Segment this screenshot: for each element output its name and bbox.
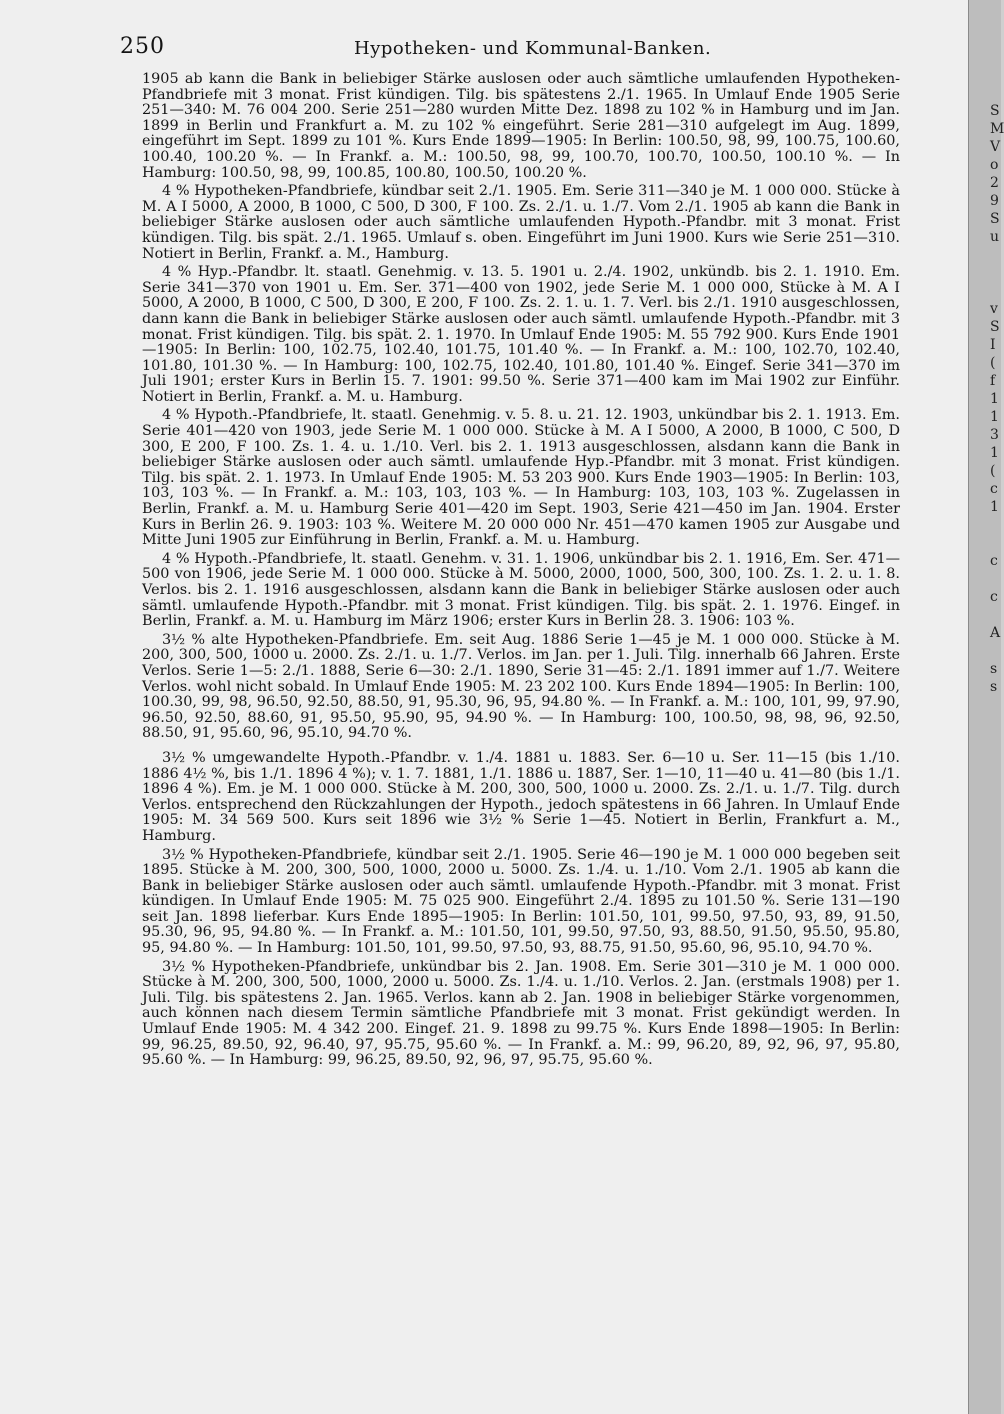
edge-char [990, 516, 1004, 534]
edge-char: V [990, 139, 1001, 155]
paragraph-8: 3½ % Hypotheken-Pfandbriefe, kündbar seit 2./1. 1905. Serie 46—190 je M. 1 000 000 begeben seit 1895. Stücke à M. 200, 300, 500, 1000, 2000 u. 5000. Zs. 1./4. u. 1./10. Vom 2./1. 1905 ab kann die Bank in beliebiger Stärke auslosen oder auch sämtl. umlaufende Hypoth.-Pfandbr. mit 3 monat. Frist kündigen. In Umlauf Ende 1905: M. 75 025 900. Eingeführt 2./4. 1895 zu 101.50 %. Serie 131—190 seit Jan. 1898 lieferbar. Kurs Ende 1895—1905: In Berlin: 101.50, 101, 99.50, 97.50, 93, 89, 91.50, 95.30, 96, 95, 94.80 %. — In Frankf. a. M.: 101.50, 101, 99.50, 97.50, 93, 88.50, 91.50, 95.50, 95.80, 95, 94.80 %. — In Hamburg: 101.50, 101, 99.50, 97.50, 93, 88.75, 91.50, 95.60, 96, 95.10, 94.70 %. [142, 846, 900, 957]
paragraph-3: 4 % Hyp.-Pfandbr. lt. staatl. Genehmig. v. 13. 5. 1901 u. 2./4. 1902, unkündb. bis 2. 1. 1910. Em. Serie 341—370 von 1901 u. Em. Ser. 371—400 von 1902, jede Serie M. 1 000 000, Stücke à M. A I 5000, A 2000, B 1000, C 500, D 300, E 200, F 100. Zs. 2. 1. u. 1. 7. Verl. bis 2./1. 1910 ausgeschlossen, dann kann die Bank in beliebiger Stärke auslosen oder auch sämtl. umlaufende Hypoth.-Pfandbr. mit 3 monat. Frist kündigen. Tilg. bis spät. 2. 1. 1970. In Umlauf Ende 1905: M. 55 792 900. Kurs Ende 1901—1905: In Berlin: 100, 102.75, 102.40, 101.75, 101.40 %. — In Frankf. a. M.: 100, 102.70, 102.40, 101.80, 101.30 %. — In Hamburg: 100, 102.75, 102.40, 101.80, 101.40 %. Eingef. Serie 341—370 im Juli 1901; erster Kurs in Berlin 15. 7. 1901: 99.50 %. Serie 371—400 kam im Mai 1902 zur Einführ. Notiert in Berlin, Frankf. a. M. u. Hamburg. [142, 264, 900, 405]
edge-char [990, 246, 1004, 264]
edge-char: u [990, 229, 1000, 245]
edge-char: c [990, 589, 998, 605]
paragraph-7: 3½ % umgewandelte Hypoth.-Pfandbr. v. 1./4. 1881 u. 1883. Ser. 6—10 u. Ser. 11—15 (bis 1./10. 1886 4½ %, bis 1./1. 1896 4 %); v. 1. 7. 1881, 1./1. 1886 u. 1887, Ser. 1—10, 11—40 u. 41—80 (bis 1./1. 1896 4 %). Em. je M. 1 000 000. Stücke à M. 200, 300, 500, 1000 u. 2000. Zs. 2./1. u. 1./7. Tilg. durch Verlos. entsprechend den Rückzahlungen der Hypoth., jedoch spätestens in 66 Jahren. In Umlauf Ende 1905: M. 34 569 500. Kurs seit 1896 wie 3½ % Serie 1—45. Notiert in Berlin, Frankfurt a. M., Hamburg. [142, 749, 900, 844]
edge-char [990, 570, 1004, 588]
page-number: 250 [120, 34, 165, 59]
edge-char: I [990, 337, 996, 353]
edge-char: 1 [990, 409, 999, 425]
edge-char: S [990, 211, 1000, 227]
edge-char: A [990, 625, 1001, 641]
edge-char [990, 642, 1004, 660]
edge-char [990, 606, 1004, 624]
paragraph-1: 1905 ab kann die Bank in beliebiger Stärke auslosen oder auch sämtliche umlaufenden Hypotheken-Pfandbriefe mit 3 monat. Frist kündigen. Tilg. bis spätestens 2./1. 1965. In Umlauf Ende 1905 Serie 251—340: M. 76 004 200. Serie 251—280 wurden Mitte Dez. 1898 zu 102 % in Hamburg und im Jan. 1899 in Berlin und Frankfurt a. M. zu 102 % eingeführt. Serie 281—310 aufgelegt im Aug. 1899, eingeführt im Sept. 1899 zu 101 %. Kurs Ende 1899—1905: In Berlin: 100.50, 98, 99, 100.75, 100.60, 100.40, 100.20 %. — In Frankf. a. M.: 100.50, 98, 99, 100.70, 100.70, 100.50, 100.10 %. — In Hamburg: 100.50, 98, 99, 100.85, 100.80, 100.50, 100.20 %. [142, 71, 900, 181]
running-title: Hypotheken- und Kommunal-Banken. [354, 38, 712, 59]
edge-char: S [990, 103, 1000, 119]
edge-char: s [990, 661, 998, 677]
edge-char: o [990, 157, 999, 173]
edge-char: 1 [990, 445, 999, 461]
body-text [142, 72, 900, 1072]
edge-char: f [990, 373, 996, 389]
paragraph-2: 4 % Hypotheken-Pfandbriefe, kündbar seit 2./1. 1905. Em. Serie 311—340 je M. 1 000 000. Stücke à M. A I 5000, A 2000, B 1000, C 500, D 300, F 100. Zs. 2./1. u. 1./7. Vom 2./1. 1905 ab kann die Bank in beliebiger Stärke auslosen oder auch sämtliche umlaufenden Hypoth.-Pfandbr. mit 3 monat. Frist kündigen. Tilg. bis spät. 2./1. 1965. Umlauf s. oben. Eingeführt im Juni 1900. Kurs wie Serie 251—310. Notiert in Berlin, Frankf. a. M., Hamburg. [142, 183, 900, 262]
edge-char [990, 282, 1004, 300]
edge-char: S [990, 319, 1000, 335]
edge-char: v [990, 301, 998, 317]
edge-char [990, 264, 1004, 282]
edge-char: c [990, 481, 998, 497]
edge-char [990, 534, 1004, 552]
paragraph-5: 4 % Hypoth.-Pfandbriefe, lt. staatl. Genehm. v. 31. 1. 1906, unkündbar bis 2. 1. 1916, Em. Ser. 471—500 von 1906, jede Serie M. 1 000 000. Stücke à M. 5000, 2000, 1000, 500, 300, 100. Zs. 1. 2. u. 1. 8. Verlos. bis 2. 1. 1916 ausgeschlossen, alsdann kann die Bank in beliebiger Stärke auslosen oder auch sämtl. umlaufende Hypoth.-Pfandbr. mit 3 monat. Frist kündigen. Tilg. bis spät. 2. 1. 1976. Eingef. in Berlin, Frankf. a. M. u. Hamburg im März 1906; erster Kurs in Berlin 28. 3. 1906: 103 %. [142, 550, 900, 630]
edge-char: 1 [990, 391, 999, 407]
edge-char: 9 [990, 193, 999, 209]
paragraph-6: 3½ % alte Hypotheken-Pfandbriefe. Em. seit Aug. 1886 Serie 1—45 je M. 1 000 000. Stücke à M. 200, 300, 500, 1000 u. 2000. Zs. 2./1. u. 1./7. Verlos. im Jan. per 1. Juli. Tilg. innerhalb 66 Jahren. Erste Verlos. Serie 1—5: 2./1. 1888, Serie 6—30: 2./1. 1890, Serie 31—45: 2./1. 1891 immer auf 1./7. Weitere Verlos. wohl nicht sobald. In Umlauf Ende 1905: M. 23 202 100. Kurs Ende 1894—1905: In Berlin: 100, 100.30, 99, 98, 96.50, 92.50, 88.50, 91, 95.30, 96, 95, 94.80 %. — In Frankf. a. M.: 100, 101, 99, 97.90, 96.50, 92.50, 88.60, 91, 95.50, 95.90, 95, 94.90 %. — In Hamburg: 100, 100.50, 98, 98, 96, 92.50, 88.50, 91, 95.60, 96, 95.10, 94.70 %. [142, 631, 900, 742]
paragraph-4: 4 % Hypoth.-Pfandbriefe, lt. staatl. Genehmig. v. 5. 8. u. 21. 12. 1903, unkündbar bis 2. 1. 1913. Em. Serie 401—420 von 1903, jede Serie M. 1 000 000. Stücke à M. A I 5000, A 2000, B 1000, C 500, D 300, E 200, F 100. Zs. 1. 4. u. 1./10. Verl. bis 2. 1. 1913 ausgeschlossen, alsdann kann die Bank in beliebiger Stärke auslosen oder auch sämtl. umlaufende Hyp.-Pfandbr. mit 3 monat. Frist kündigen. Tilg. bis spät. 2. 1. 1973. In Umlauf Ende 1905: M. 53 203 900. Kurs Ende 1903—1905: In Berlin: 103, 103, 103 %. — In Frankf. a. M.: 103, 103, 103 %. — In Hamburg: 103, 103, 103 %. Zugelassen in Berlin, Frankf. a. M. u. Hamburg Serie 401—420 im Sept. 1903, Serie 421—450 im Jan. 1904. Erster Kurs in Berlin 26. 9. 1903: 103 %. Weitere M. 20 000 000 Nr. 451—470 kamen 1905 zur Ausgabe und Mitte Juni 1905 zur Einführung in Berlin, Frankf. a. M. u. Hamburg. [142, 407, 900, 549]
edge-char: s [990, 679, 998, 695]
edge-char: M [990, 121, 1004, 137]
edge-char: 2 [990, 175, 999, 191]
edge-char: 1 [990, 499, 999, 515]
edge-char: 3 [990, 427, 999, 443]
adjacent-page-text [990, 102, 1004, 696]
edge-char: ( [990, 355, 996, 371]
edge-char: ( [990, 463, 996, 479]
edge-char: c [990, 553, 998, 569]
paragraph-9: 3½ % Hypotheken-Pfandbriefe, unkündbar bis 2. Jan. 1908. Em. Serie 301—310 je M. 1 000 000. Stücke à M. 200, 300, 500, 1000, 2000 u. 5000. Zs. 1./4. u. 1./10. Verlos. 2. Jan. (erstmals 1908) per 1. Juli. Tilg. bis spätestens 2. Jan. 1965. Verlos. kann ab 2. Jan. 1908 in beliebiger Stärke vorgenommen, auch können nach diesem Termin sämtliche Pfandbriefe mit 3 monat. Frist gekündigt werden. In Umlauf Ende 1905: M. 4 342 200. Eingef. 21. 9. 1898 zu 99.75 %. Kurs Ende 1898—1905: In Berlin: 99, 96.25, 89.50, 92, 96.40, 97, 95.75, 95.60 %. — In Frankf. a. M.: 99, 96.20, 89, 92, 96, 97, 95.80, 95.60 %. — In Hamburg: 99, 96.25, 89.50, 92, 96, 97, 95.75, 95.60 %. [142, 958, 900, 1069]
